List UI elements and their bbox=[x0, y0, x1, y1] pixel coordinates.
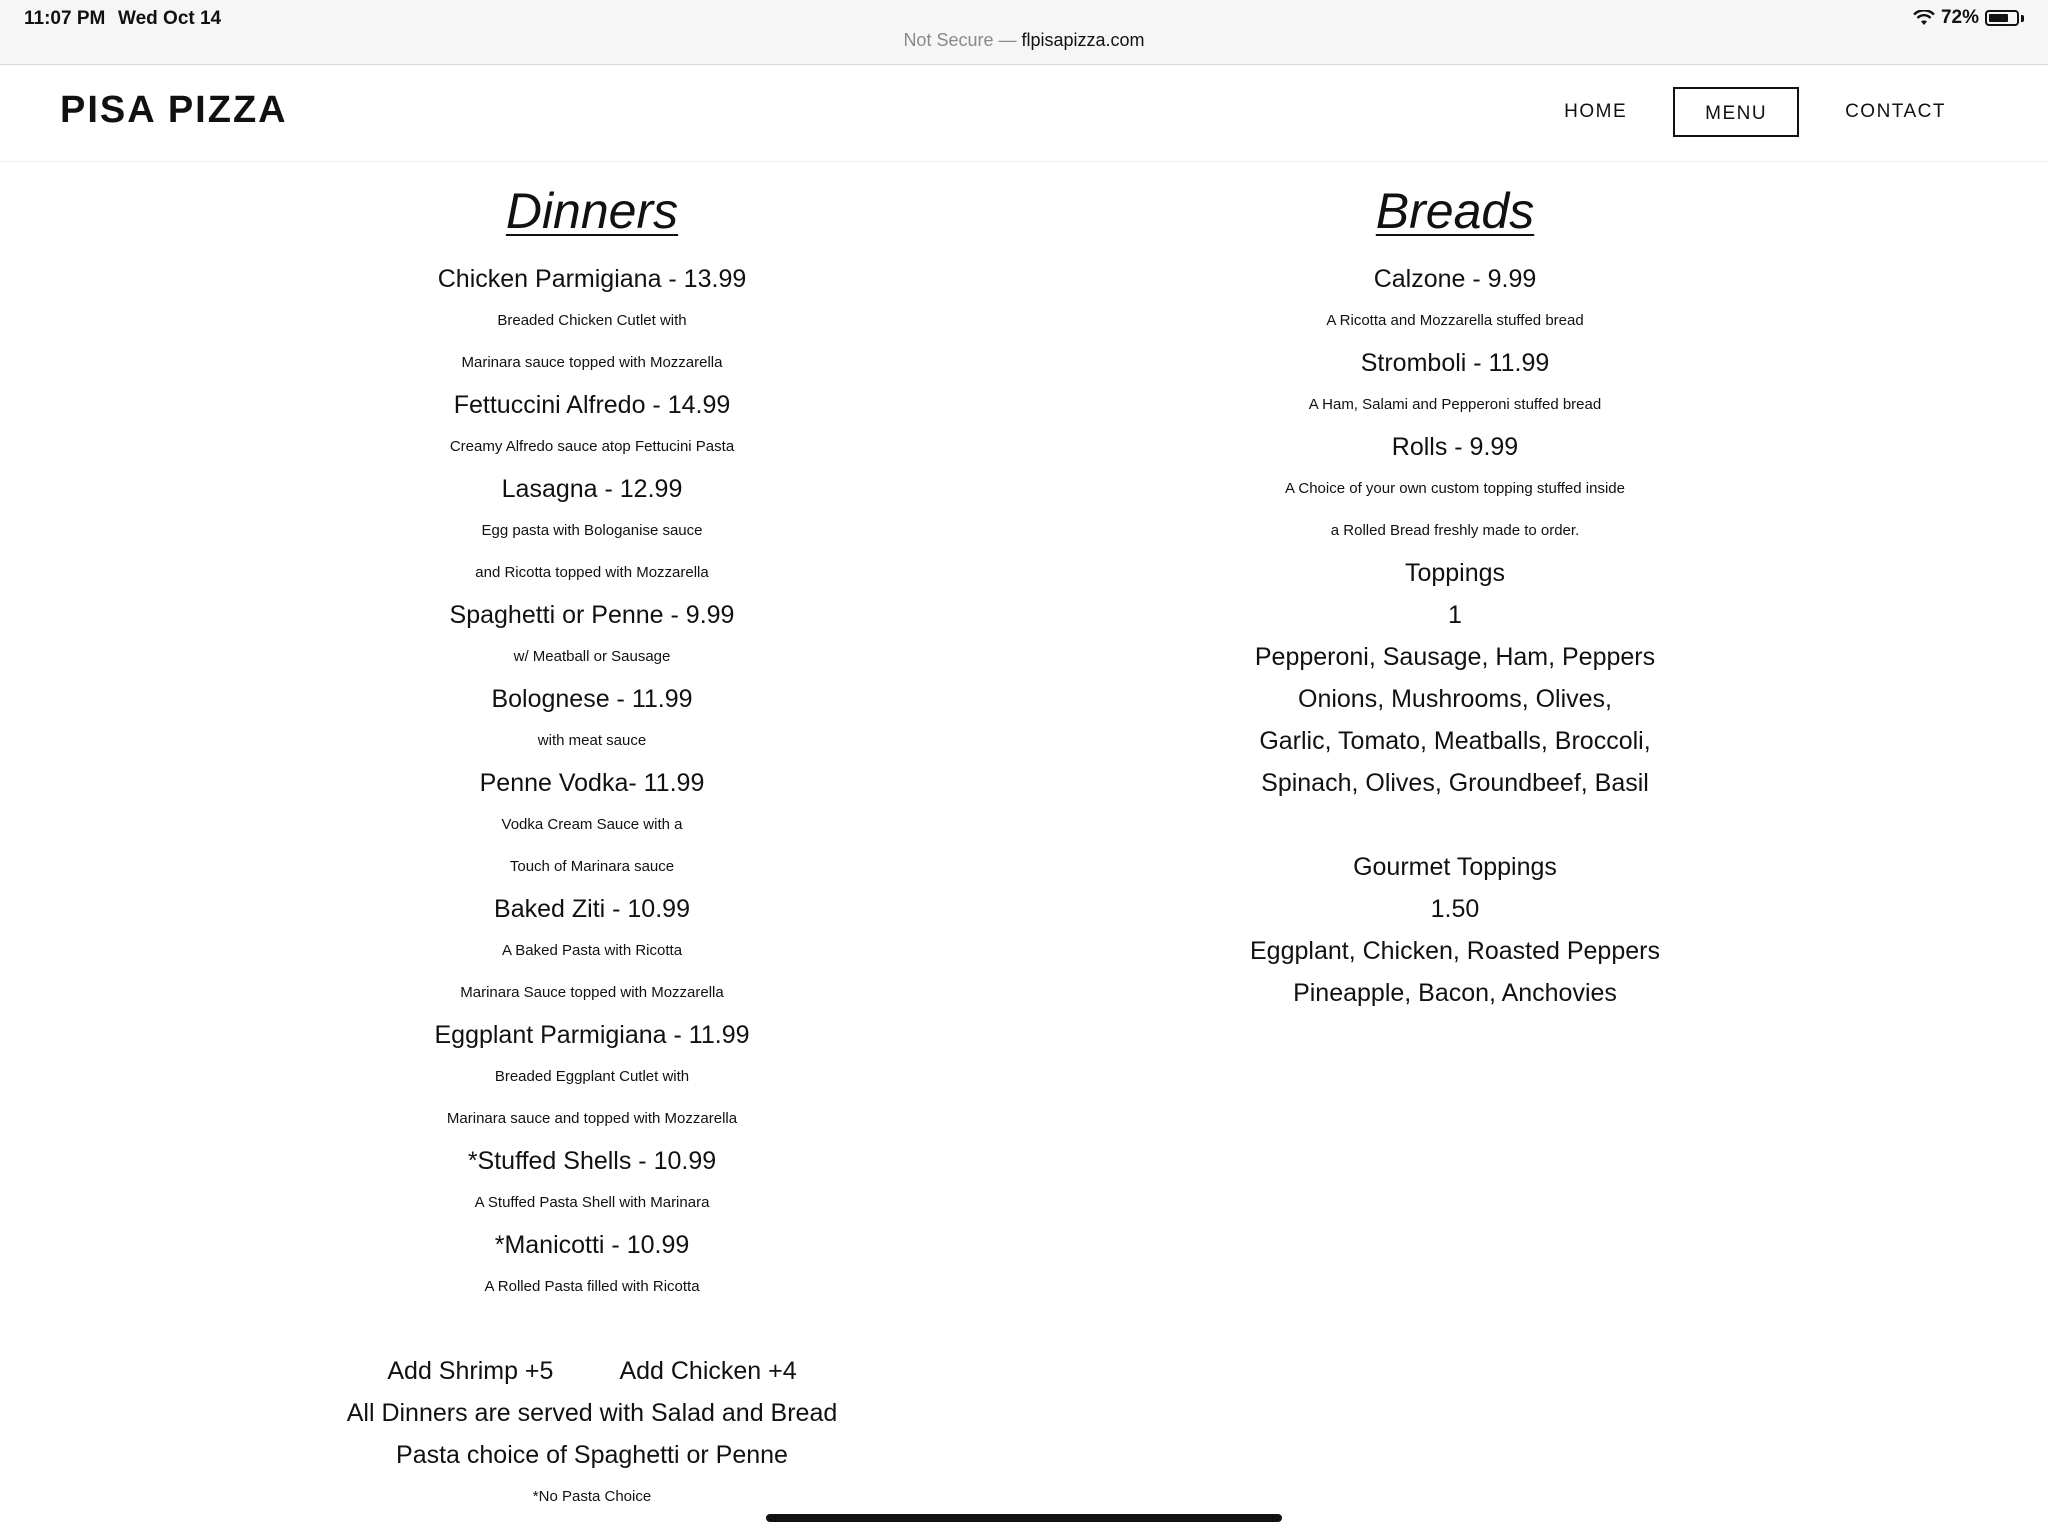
addon-shrimp: Add Shrimp +5 bbox=[387, 1357, 554, 1385]
note-no-pasta: *No Pasta Choice bbox=[532, 1488, 652, 1505]
insecure-label: Not Secure — bbox=[903, 30, 1017, 50]
menu-item-title: Baked Ziti - 10.99 bbox=[494, 895, 690, 923]
menu-item-title: Spinach, Olives, Groundbeef, Basil bbox=[1261, 769, 1649, 797]
dinners-section bbox=[300, 178, 884, 1518]
menu-item-title: Toppings bbox=[1404, 559, 1506, 587]
menu-item-title: Calzone - 9.99 bbox=[1373, 265, 1537, 293]
site-header bbox=[0, 65, 2048, 162]
address-bar[interactable] bbox=[0, 30, 2048, 51]
item-description: A Choice of your own custom topping stuffed inside bbox=[1285, 480, 1625, 497]
status-time: 11:07 PM bbox=[24, 8, 106, 29]
battery-fill bbox=[1989, 14, 2008, 22]
item-description: and Ricotta topped with Mozzarella bbox=[475, 564, 709, 581]
item-description: A Baked Pasta with Ricotta bbox=[501, 942, 683, 959]
menu-item-title: Gourmet Toppings bbox=[1353, 853, 1557, 881]
item-description: Breaded Eggplant Cutlet with bbox=[494, 1068, 690, 1085]
menu-item-title: Stromboli - 11.99 bbox=[1360, 349, 1550, 377]
menu-item-title: Chicken Parmigiana - 13.99 bbox=[437, 265, 747, 293]
nav-home[interactable]: HOME bbox=[1564, 101, 1628, 122]
menu-item-title: *Stuffed Shells - 10.99 bbox=[467, 1147, 717, 1175]
menu-item-title: Lasagna - 12.99 bbox=[501, 475, 683, 503]
note-pasta: Pasta choice of Spaghetti or Penne bbox=[396, 1441, 788, 1469]
item-description: Marinara sauce and topped with Mozzarella bbox=[446, 1110, 738, 1127]
battery-percent: 72% bbox=[1940, 7, 1979, 28]
item-description: w/ Meatball or Sausage bbox=[513, 648, 671, 665]
item-description: with meat sauce bbox=[537, 732, 647, 749]
item-description: Egg pasta with Bologanise sauce bbox=[481, 522, 703, 539]
battery-icon bbox=[1985, 10, 2019, 26]
menu-item-title: Bolognese - 11.99 bbox=[491, 685, 693, 713]
item-description: Marinara Sauce topped with Mozzarella bbox=[460, 984, 724, 1001]
note-salad: All Dinners are served with Salad and Bread bbox=[346, 1399, 838, 1427]
home-indicator[interactable] bbox=[766, 1514, 1282, 1522]
breads-section bbox=[1160, 178, 1750, 1014]
spacer bbox=[300, 1308, 884, 1350]
dinners-list bbox=[300, 258, 884, 1308]
menu-item-title: Penne Vodka- 11.99 bbox=[479, 769, 705, 797]
status-bar bbox=[0, 0, 2048, 65]
battery-tip bbox=[2021, 15, 2024, 22]
menu-item-title: *Manicotti - 10.99 bbox=[494, 1231, 690, 1259]
item-description: Touch of Marinara sauce bbox=[509, 858, 675, 875]
url-domain: flpisapizza.com bbox=[1021, 30, 1145, 50]
item-description: Marinara sauce topped with Mozzarella bbox=[461, 354, 723, 371]
menu-item-title: Pineapple, Bacon, Anchovies bbox=[1293, 979, 1617, 1007]
main-nav bbox=[1534, 87, 1976, 137]
status-indicators bbox=[1913, 7, 2024, 29]
menu-item-title: Eggplant, Chicken, Roasted Peppers bbox=[1250, 937, 1660, 965]
menu-item-title: Onions, Mushrooms, Olives, bbox=[1298, 685, 1612, 713]
wifi-icon bbox=[1913, 10, 1935, 26]
menu-item-title: Rolls - 9.99 bbox=[1391, 433, 1519, 461]
menu-item-title: Spaghetti or Penne - 9.99 bbox=[449, 601, 735, 629]
item-description: A Ham, Salami and Pepperoni stuffed bread bbox=[1308, 396, 1602, 413]
item-description: a Rolled Bread freshly made to order. bbox=[1330, 522, 1580, 539]
item-description: Vodka Cream Sauce with a bbox=[501, 816, 683, 833]
menu-item-title: Eggplant Parmigiana - 11.99 bbox=[434, 1021, 750, 1049]
item-description: A Ricotta and Mozzarella stuffed bread bbox=[1326, 312, 1584, 329]
site-logo[interactable]: PISA PIZZA bbox=[60, 89, 288, 131]
nav-menu[interactable]: MENU bbox=[1673, 87, 1799, 137]
menu-item-title: Garlic, Tomato, Meatballs, Broccoli, bbox=[1259, 727, 1651, 755]
menu-item-title: Pepperoni, Sausage, Ham, Peppers bbox=[1254, 643, 1656, 671]
addon-chicken: Add Chicken +4 bbox=[619, 1357, 797, 1385]
status-date: Wed Oct 14 bbox=[118, 8, 222, 29]
item-description: Breaded Chicken Cutlet with bbox=[497, 312, 687, 329]
breads-heading: Breads bbox=[1375, 183, 1535, 239]
item-description: Creamy Alfredo sauce atop Fettucini Pasta bbox=[449, 438, 735, 455]
menu-item-title: 1 bbox=[1448, 601, 1462, 629]
nav-contact[interactable]: CONTACT bbox=[1845, 101, 1946, 122]
spacer bbox=[1160, 804, 1750, 846]
item-description: A Stuffed Pasta Shell with Marinara bbox=[474, 1194, 710, 1211]
item-description: A Rolled Pasta filled with Ricotta bbox=[484, 1278, 700, 1295]
menu-item-title: Fettuccini Alfredo - 14.99 bbox=[453, 391, 731, 419]
dinners-heading: Dinners bbox=[505, 183, 679, 239]
addons-row bbox=[300, 1350, 884, 1392]
breads-list bbox=[1160, 258, 1750, 1014]
menu-item-title: 1.50 bbox=[1430, 895, 1480, 923]
